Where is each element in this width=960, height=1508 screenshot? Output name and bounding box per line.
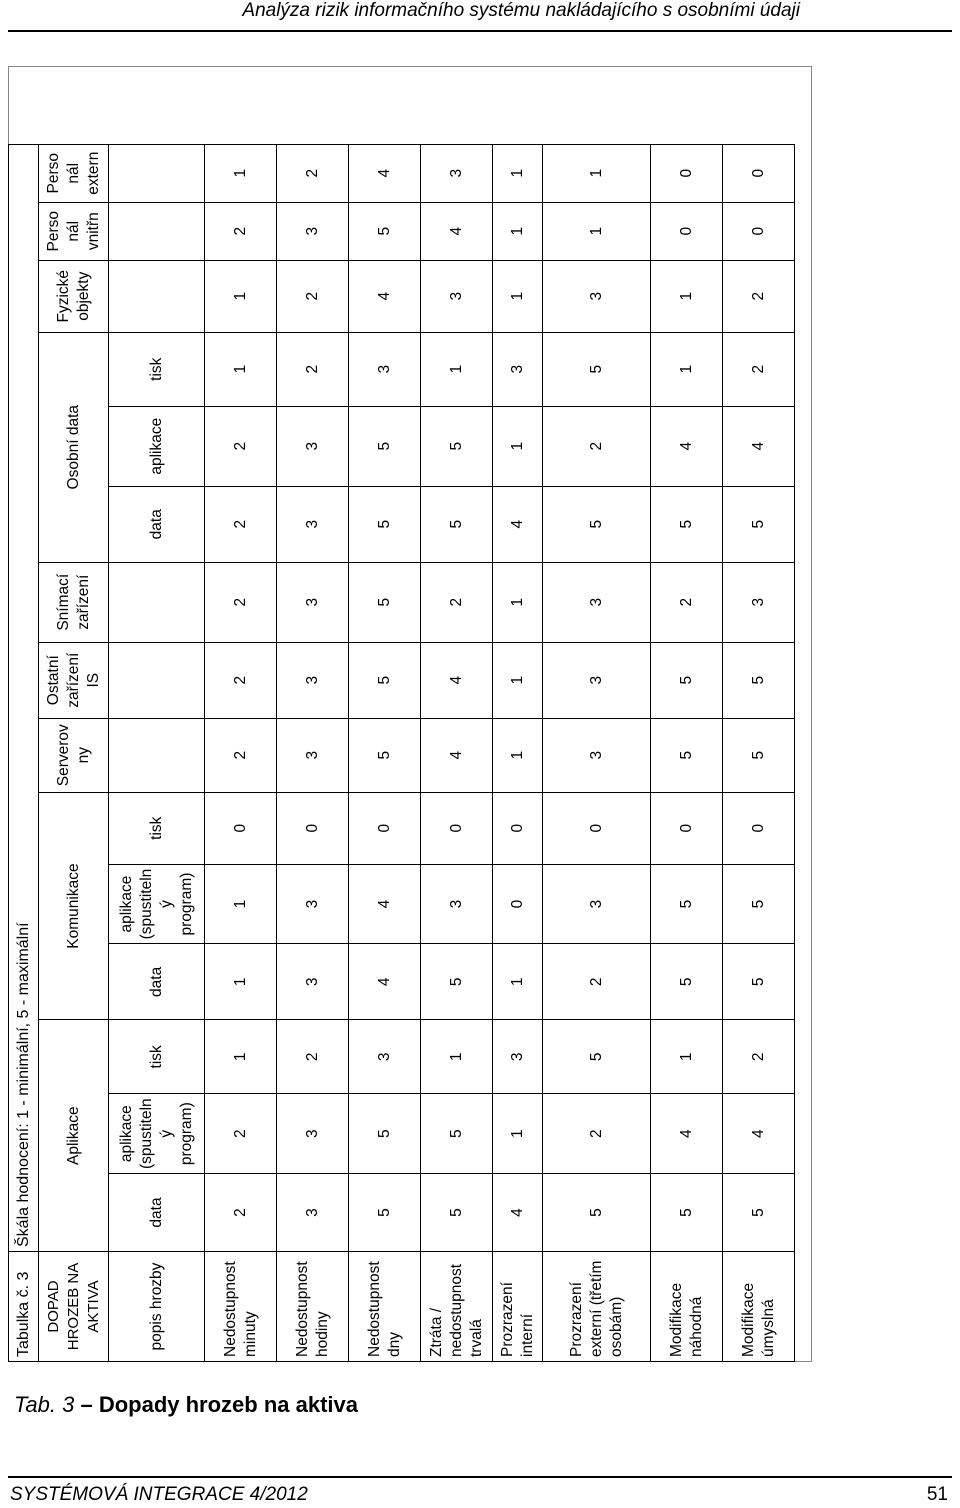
table-row <box>349 144 421 1361</box>
impact-value: 1 <box>421 332 493 406</box>
impact-value: 2 <box>205 642 277 718</box>
impact-value: 1 <box>205 864 277 944</box>
impact-value: 3 <box>277 718 349 792</box>
impact-value: 3 <box>277 486 349 562</box>
impact-value: 1 <box>543 144 651 202</box>
sub-header <box>109 562 205 642</box>
impact-value: 5 <box>421 944 493 1020</box>
impact-value: 5 <box>651 642 723 718</box>
impact-value: 3 <box>493 332 543 406</box>
impact-value: 3 <box>277 642 349 718</box>
group-header: Aplikace <box>39 1020 109 1252</box>
impact-value: 3 <box>421 144 493 202</box>
impact-value: 2 <box>205 562 277 642</box>
sub-header: aplikace (spustiteln ý program) <box>109 1094 205 1174</box>
impact-value: 5 <box>651 718 723 792</box>
impact-value: 4 <box>421 202 493 260</box>
impact-value: 1 <box>493 562 543 642</box>
sub-header <box>109 144 205 202</box>
impact-value: 2 <box>543 1094 651 1174</box>
table-row <box>277 144 349 1361</box>
impact-value: 5 <box>651 944 723 1020</box>
caption-title: – Dopady hrozeb na aktiva <box>80 1392 359 1417</box>
impact-value: 4 <box>651 1094 723 1174</box>
sub-header <box>109 260 205 332</box>
impact-value: 0 <box>493 864 543 944</box>
impact-value: 5 <box>543 332 651 406</box>
impact-value: 1 <box>651 260 723 332</box>
impact-value: 3 <box>277 864 349 944</box>
impact-value: 2 <box>277 144 349 202</box>
impact-value: 5 <box>543 486 651 562</box>
group-header: Perso nál extern <box>39 144 109 202</box>
impact-value: 3 <box>723 562 795 642</box>
impact-value: 1 <box>493 642 543 718</box>
rotated-table-container <box>8 66 812 1362</box>
impact-value: 1 <box>205 144 277 202</box>
impact-value: 0 <box>543 792 651 864</box>
impact-value: 2 <box>723 1020 795 1094</box>
impact-value: 3 <box>543 260 651 332</box>
impact-value: 1 <box>493 944 543 1020</box>
table-row <box>205 144 277 1361</box>
impact-value: 1 <box>493 144 543 202</box>
group-header: Perso nál vnitřn <box>39 202 109 260</box>
threat-impact-table <box>8 144 795 1362</box>
impact-value: 4 <box>421 718 493 792</box>
impact-value: 2 <box>277 260 349 332</box>
sub-header: data <box>109 1174 205 1252</box>
sub-header: aplikace (spustiteln ý program) <box>109 864 205 944</box>
impact-value: 2 <box>543 406 651 486</box>
threat-name: Modifikace úmyslná <box>723 1252 795 1362</box>
rating-scale: Škála hodnocení: 1 - minimální, 5 - maximální <box>9 144 39 1251</box>
impact-value: 0 <box>349 792 421 864</box>
impact-value: 1 <box>493 406 543 486</box>
impact-value: 3 <box>277 406 349 486</box>
corner-cell: DOPAD HROZEB NA AKTIVA <box>39 1252 109 1362</box>
impact-value: 0 <box>723 792 795 864</box>
impact-value: 1 <box>493 718 543 792</box>
impact-value: 3 <box>421 260 493 332</box>
journal-name: SYSTÉMOVÁ INTEGRACE 4/2012 <box>10 1484 308 1505</box>
caption-number: 3 <box>56 1392 81 1417</box>
impact-value: 3 <box>277 1174 349 1252</box>
impact-value: 5 <box>349 202 421 260</box>
impact-value: 4 <box>349 144 421 202</box>
impact-value: 5 <box>349 1094 421 1174</box>
page-number: 51 <box>926 1484 948 1505</box>
impact-value: 2 <box>205 1094 277 1174</box>
threat-name: Prozrazení externí (třetím osobám) <box>543 1252 651 1362</box>
impact-value: 5 <box>421 486 493 562</box>
impact-value: 5 <box>349 718 421 792</box>
group-header: Ostatní zařízení IS <box>39 642 109 718</box>
impact-value: 5 <box>651 1174 723 1252</box>
impact-value: 5 <box>349 406 421 486</box>
impact-value: 3 <box>543 718 651 792</box>
sub-header: data <box>109 944 205 1020</box>
impact-value: 0 <box>205 792 277 864</box>
impact-value: 5 <box>349 562 421 642</box>
impact-value: 0 <box>277 792 349 864</box>
table-row <box>543 144 651 1361</box>
impact-value: 3 <box>277 944 349 1020</box>
running-title: Analýza rizik informačního systému nakládajícího s osobními údaji <box>242 0 800 21</box>
group-header: Serverov ny <box>39 718 109 792</box>
impact-value: 0 <box>651 144 723 202</box>
impact-value: 2 <box>205 202 277 260</box>
impact-value: 4 <box>651 406 723 486</box>
footer-rule <box>8 1476 952 1478</box>
impact-value: 3 <box>349 332 421 406</box>
table-row <box>723 144 795 1361</box>
impact-value: 0 <box>651 202 723 260</box>
impact-value: 5 <box>421 1174 493 1252</box>
impact-value: 2 <box>205 1174 277 1252</box>
impact-value: 3 <box>277 562 349 642</box>
sub-header: tisk <box>109 332 205 406</box>
impact-value: 2 <box>723 260 795 332</box>
impact-value: 2 <box>277 1020 349 1094</box>
impact-value: 1 <box>493 202 543 260</box>
impact-value: 3 <box>349 1020 421 1094</box>
impact-value: 0 <box>723 144 795 202</box>
group-header: Osobní data <box>39 332 109 562</box>
impact-value: 4 <box>349 864 421 944</box>
impact-value: 4 <box>349 260 421 332</box>
impact-value: 1 <box>493 1094 543 1174</box>
table-caption <box>14 1392 358 1418</box>
impact-value: 5 <box>723 718 795 792</box>
impact-value: 2 <box>723 332 795 406</box>
impact-value: 5 <box>543 1020 651 1094</box>
table-label: Tabulka č. 3 <box>9 1252 39 1362</box>
sub-header <box>109 718 205 792</box>
impact-value: 2 <box>651 562 723 642</box>
table-row <box>421 144 493 1361</box>
impact-value: 3 <box>277 202 349 260</box>
impact-value: 1 <box>651 332 723 406</box>
impact-value: 4 <box>493 486 543 562</box>
sub-header: tisk <box>109 1020 205 1094</box>
threat-name: Ztráta / nedostupnost trvalá <box>421 1252 493 1362</box>
impact-value: 4 <box>349 944 421 1020</box>
impact-value: 1 <box>651 1020 723 1094</box>
impact-value: 2 <box>277 332 349 406</box>
impact-value: 2 <box>543 944 651 1020</box>
threat-name: Nedostupnost dny <box>349 1252 421 1362</box>
impact-value: 0 <box>651 792 723 864</box>
impact-value: 0 <box>493 792 543 864</box>
group-header: Komunikace <box>39 792 109 1020</box>
impact-value: 3 <box>421 864 493 944</box>
impact-value: 1 <box>205 332 277 406</box>
impact-value: 5 <box>421 1094 493 1174</box>
group-header: Fyzické objekty <box>39 260 109 332</box>
threat-name: Nedostupnost hodiny <box>277 1252 349 1362</box>
impact-value: 1 <box>205 260 277 332</box>
impact-value: 3 <box>543 642 651 718</box>
impact-value: 2 <box>205 406 277 486</box>
impact-value: 5 <box>651 864 723 944</box>
impact-value: 5 <box>543 1174 651 1252</box>
impact-value: 5 <box>723 642 795 718</box>
table-row <box>651 144 723 1361</box>
impact-value: 5 <box>349 486 421 562</box>
impact-value: 1 <box>493 260 543 332</box>
impact-value: 3 <box>543 562 651 642</box>
threat-name: Nedostupnost minuty <box>205 1252 277 1362</box>
impact-value: 5 <box>651 486 723 562</box>
sub-header: data <box>109 486 205 562</box>
impact-value: 0 <box>421 792 493 864</box>
impact-value: 0 <box>723 202 795 260</box>
impact-value: 5 <box>723 1174 795 1252</box>
impact-value: 5 <box>421 406 493 486</box>
header-rule <box>8 30 952 32</box>
impact-value: 4 <box>493 1174 543 1252</box>
impact-value: 2 <box>421 562 493 642</box>
threat-name: Prozrazení interní <box>493 1252 543 1362</box>
caption-prefix: Tab. <box>14 1392 57 1417</box>
impact-value: 4 <box>723 1094 795 1174</box>
sub-header: aplikace <box>109 406 205 486</box>
impact-value: 1 <box>421 1020 493 1094</box>
sub-header <box>109 202 205 260</box>
impact-value: 1 <box>543 202 651 260</box>
impact-value: 5 <box>723 486 795 562</box>
impact-value: 3 <box>493 1020 543 1094</box>
impact-value: 4 <box>421 642 493 718</box>
sub-header <box>109 642 205 718</box>
impact-value: 5 <box>723 944 795 1020</box>
threat-name: Modifikace náhodná <box>651 1252 723 1362</box>
threat-col-header: popis hrozby <box>109 1252 205 1362</box>
impact-value: 1 <box>205 1020 277 1094</box>
impact-value: 2 <box>205 486 277 562</box>
sub-header: tisk <box>109 792 205 864</box>
impact-value: 4 <box>723 406 795 486</box>
impact-value: 3 <box>277 1094 349 1174</box>
table-row <box>493 144 543 1361</box>
impact-value: 3 <box>543 864 651 944</box>
impact-value: 5 <box>349 642 421 718</box>
impact-value: 5 <box>723 864 795 944</box>
impact-value: 2 <box>205 718 277 792</box>
group-header: Snímací zařízení <box>39 562 109 642</box>
impact-value: 1 <box>205 944 277 1020</box>
impact-value: 5 <box>349 1174 421 1252</box>
